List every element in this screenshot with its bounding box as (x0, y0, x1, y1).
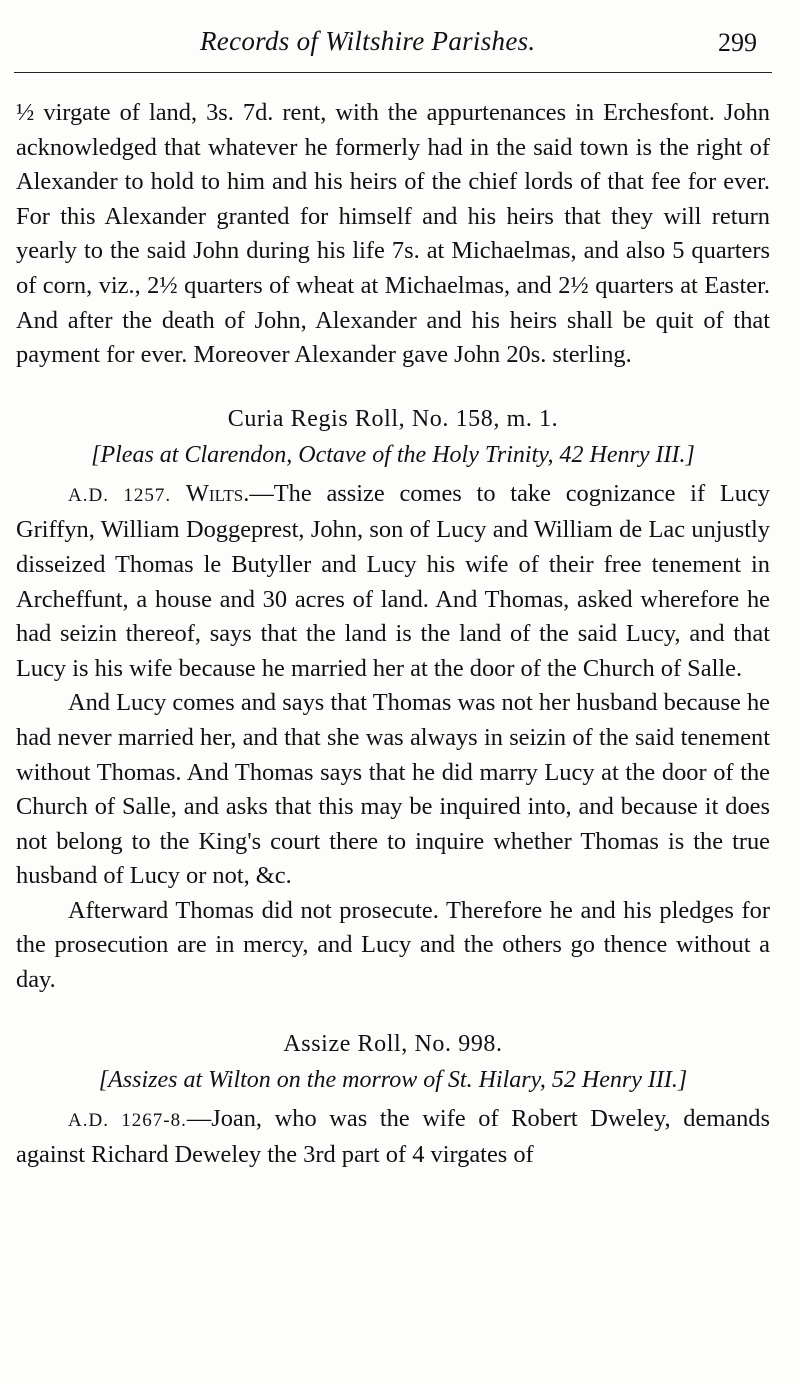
header-rule (14, 72, 772, 73)
date-ad-1267: A.D. 1267-8. (68, 1109, 187, 1131)
curia-paragraph-3: Afterward Thomas did not prosecute. Therefore he and his pledges for the prosecution are in mercy, and Lucy and the others go thence without a day. (16, 896, 770, 994)
page-number: 299 (718, 28, 757, 57)
opening-paragraph: ½ virgate of land, 3s. 7d. rent, with the appurtenances in Erchesfont. John acknowledged that whatever he formerly had in the said town is the right of Alexander to hold to him and his heirs of the chief lords of that fee for ever. For this Alexander granted for himself and his heirs that they will return yearly to the said John during his life 7s. at Michaelmas, and also 5 quarters of corn, viz., 2½ quarters of wheat at Michaelmas, and 2½ quarters at Easter. And after the death of John, Alexander and his heirs shall be quit of that payment for ever. Moreover Alexander gave John 20s. sterling. (16, 99, 770, 369)
curia-paragraph-2: And Lucy comes and says that Thomas was not her husband because he had never married her, and that she was always in seizin of the said tenement without Thomas. And Thomas says that he did marry Lucy at the door of the Church of Salle, and asks that this may be inquired into, and because it does not belong to the King's court there to inquire whether Thomas is the true husband of Lucy or not, &c. (16, 689, 770, 890)
running-title: Records of Wiltshire Parishes. (200, 26, 536, 56)
curia-paragraph-1 (16, 477, 770, 687)
section-title-assize-roll: Assize Roll, No. 998. (283, 1030, 503, 1057)
page-header (0, 20, 800, 68)
assize-paragraph-1 (16, 1102, 770, 1173)
page-body (16, 96, 770, 1173)
section-subtitle-assizes: [Assizes at Wilton on the morrow of St. Hilary, 52 Henry III.] (98, 1066, 688, 1093)
date-ad-1257: A.D. 1257. (68, 484, 172, 506)
section-subtitle-pleas: [Pleas at Clarendon, Octave of the Holy Trinity, 42 Henry III.] (91, 441, 695, 468)
curia-paragraph-1-text: —The assize comes to take cognizance if Lucy Griffyn, William Doggeprest, John, son of Lucy and William de Lac unjustly disseized Thomas le Butyller and Lucy his wife of their free tenement in Archeffunt, a house and 30 acres of land. And Thomas, asked wherefore he had seizin thereof, says that the land is the land of the said Lucy, and that Lucy is his wife because he married her at the door of the Church of Salle. (16, 479, 770, 682)
section-title-curia-regis: Curia Regis Roll, No. 158, m. 1. (227, 405, 559, 432)
assize-paragraph-1-text: —Joan, who was the wife of Robert Dweley, demands against Richard Deweley the 3rd part of 4 virgates of (16, 1104, 770, 1169)
place-wilts: Wilts. (185, 479, 250, 507)
